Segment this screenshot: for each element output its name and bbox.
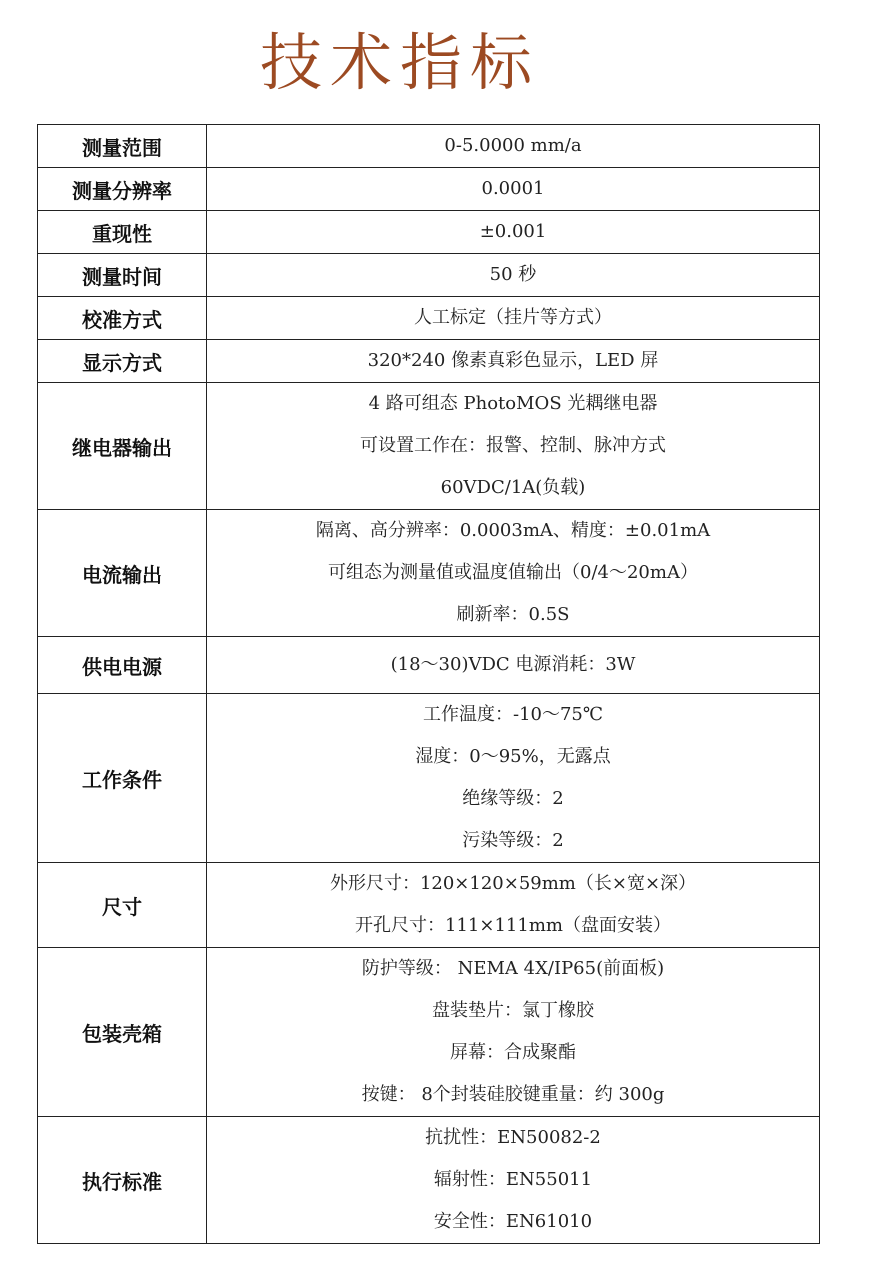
row-value bbox=[207, 1117, 820, 1244]
value-line: 外形尺寸：120×120×59mm（长×宽×深） bbox=[329, 873, 697, 894]
row-label: 测量分辨率 bbox=[38, 168, 207, 211]
value-line: ±0.001 bbox=[479, 221, 547, 242]
row-label: 显示方式 bbox=[38, 340, 207, 383]
row-value bbox=[207, 125, 820, 168]
row-value bbox=[207, 340, 820, 383]
table-row bbox=[38, 948, 820, 1117]
value-line: 屏幕：合成聚酯 bbox=[450, 1042, 576, 1063]
row-value bbox=[207, 948, 820, 1117]
value-line: 320*240 像素真彩色显示，LED 屏 bbox=[367, 350, 659, 371]
row-label: 执行标准 bbox=[38, 1117, 207, 1244]
table-row bbox=[38, 1117, 820, 1244]
value-line: 隔离、高分辨率：0.0003mA、精度：±0.01mA bbox=[315, 520, 711, 541]
value-line: 人工标定（挂片等方式） bbox=[414, 307, 612, 328]
value-line: 安全性：EN61010 bbox=[433, 1211, 593, 1232]
row-label: 测量范围 bbox=[38, 125, 207, 168]
table-row bbox=[38, 340, 820, 383]
table-row bbox=[38, 863, 820, 948]
value-line: 0.0001 bbox=[481, 178, 545, 199]
value-line: 辐射性：EN55011 bbox=[433, 1169, 593, 1190]
value-line: 0-5.0000 mm/a bbox=[444, 135, 582, 156]
value-line: 绝缘等级：2 bbox=[462, 788, 564, 809]
table-row bbox=[38, 510, 820, 637]
row-value bbox=[207, 694, 820, 863]
table-row bbox=[38, 694, 820, 863]
row-value bbox=[207, 297, 820, 340]
table-row bbox=[38, 637, 820, 694]
value-line: 按键： 8个封装硅胶键重量：约 300g bbox=[361, 1084, 665, 1105]
row-label: 尺寸 bbox=[38, 863, 207, 948]
page-title: 技术指标 bbox=[259, 26, 540, 99]
value-line: 防护等级： NEMA 4X/IP65(前面板) bbox=[361, 958, 665, 979]
value-line: 工作温度：-10～75℃ bbox=[422, 704, 604, 725]
table-row bbox=[38, 383, 820, 510]
value-line: 湿度：0～95%，无露点 bbox=[415, 746, 611, 767]
spec-table bbox=[37, 124, 820, 1244]
row-label: 包装壳箱 bbox=[38, 948, 207, 1117]
table-row bbox=[38, 168, 820, 211]
row-label: 重现性 bbox=[38, 211, 207, 254]
row-label: 电流输出 bbox=[38, 510, 207, 637]
row-value bbox=[207, 254, 820, 297]
value-line: 50 秒 bbox=[489, 264, 537, 285]
row-value bbox=[207, 211, 820, 254]
row-label: 供电电源 bbox=[38, 637, 207, 694]
row-value bbox=[207, 510, 820, 637]
row-value bbox=[207, 637, 820, 694]
value-line: 刷新率：0.5S bbox=[456, 604, 570, 625]
value-line: 60VDC/1A(负载) bbox=[440, 477, 586, 498]
row-value bbox=[207, 168, 820, 211]
table-row bbox=[38, 297, 820, 340]
table-row bbox=[38, 125, 820, 168]
table-row bbox=[38, 211, 820, 254]
value-line: 4 路可组态 PhotoMOS 光耦继电器 bbox=[368, 393, 658, 414]
value-line: 开孔尺寸：111×111mm（盘面安装） bbox=[355, 915, 671, 936]
row-label: 继电器输出 bbox=[38, 383, 207, 510]
row-value bbox=[207, 383, 820, 510]
value-line: (18～30)VDC 电源消耗：3W bbox=[390, 654, 636, 675]
value-line: 可设置工作在：报警、控制、脉冲方式 bbox=[360, 435, 666, 456]
row-label: 测量时间 bbox=[38, 254, 207, 297]
table-row bbox=[38, 254, 820, 297]
value-line: 可组态为测量值或温度值输出（0/4～20mA） bbox=[328, 562, 698, 583]
row-label: 工作条件 bbox=[38, 694, 207, 863]
value-line: 污染等级：2 bbox=[462, 830, 564, 851]
value-line: 盘装垫片：氯丁橡胶 bbox=[432, 1000, 594, 1021]
row-label: 校准方式 bbox=[38, 297, 207, 340]
row-value bbox=[207, 863, 820, 948]
value-line: 抗扰性：EN50082-2 bbox=[425, 1127, 601, 1148]
